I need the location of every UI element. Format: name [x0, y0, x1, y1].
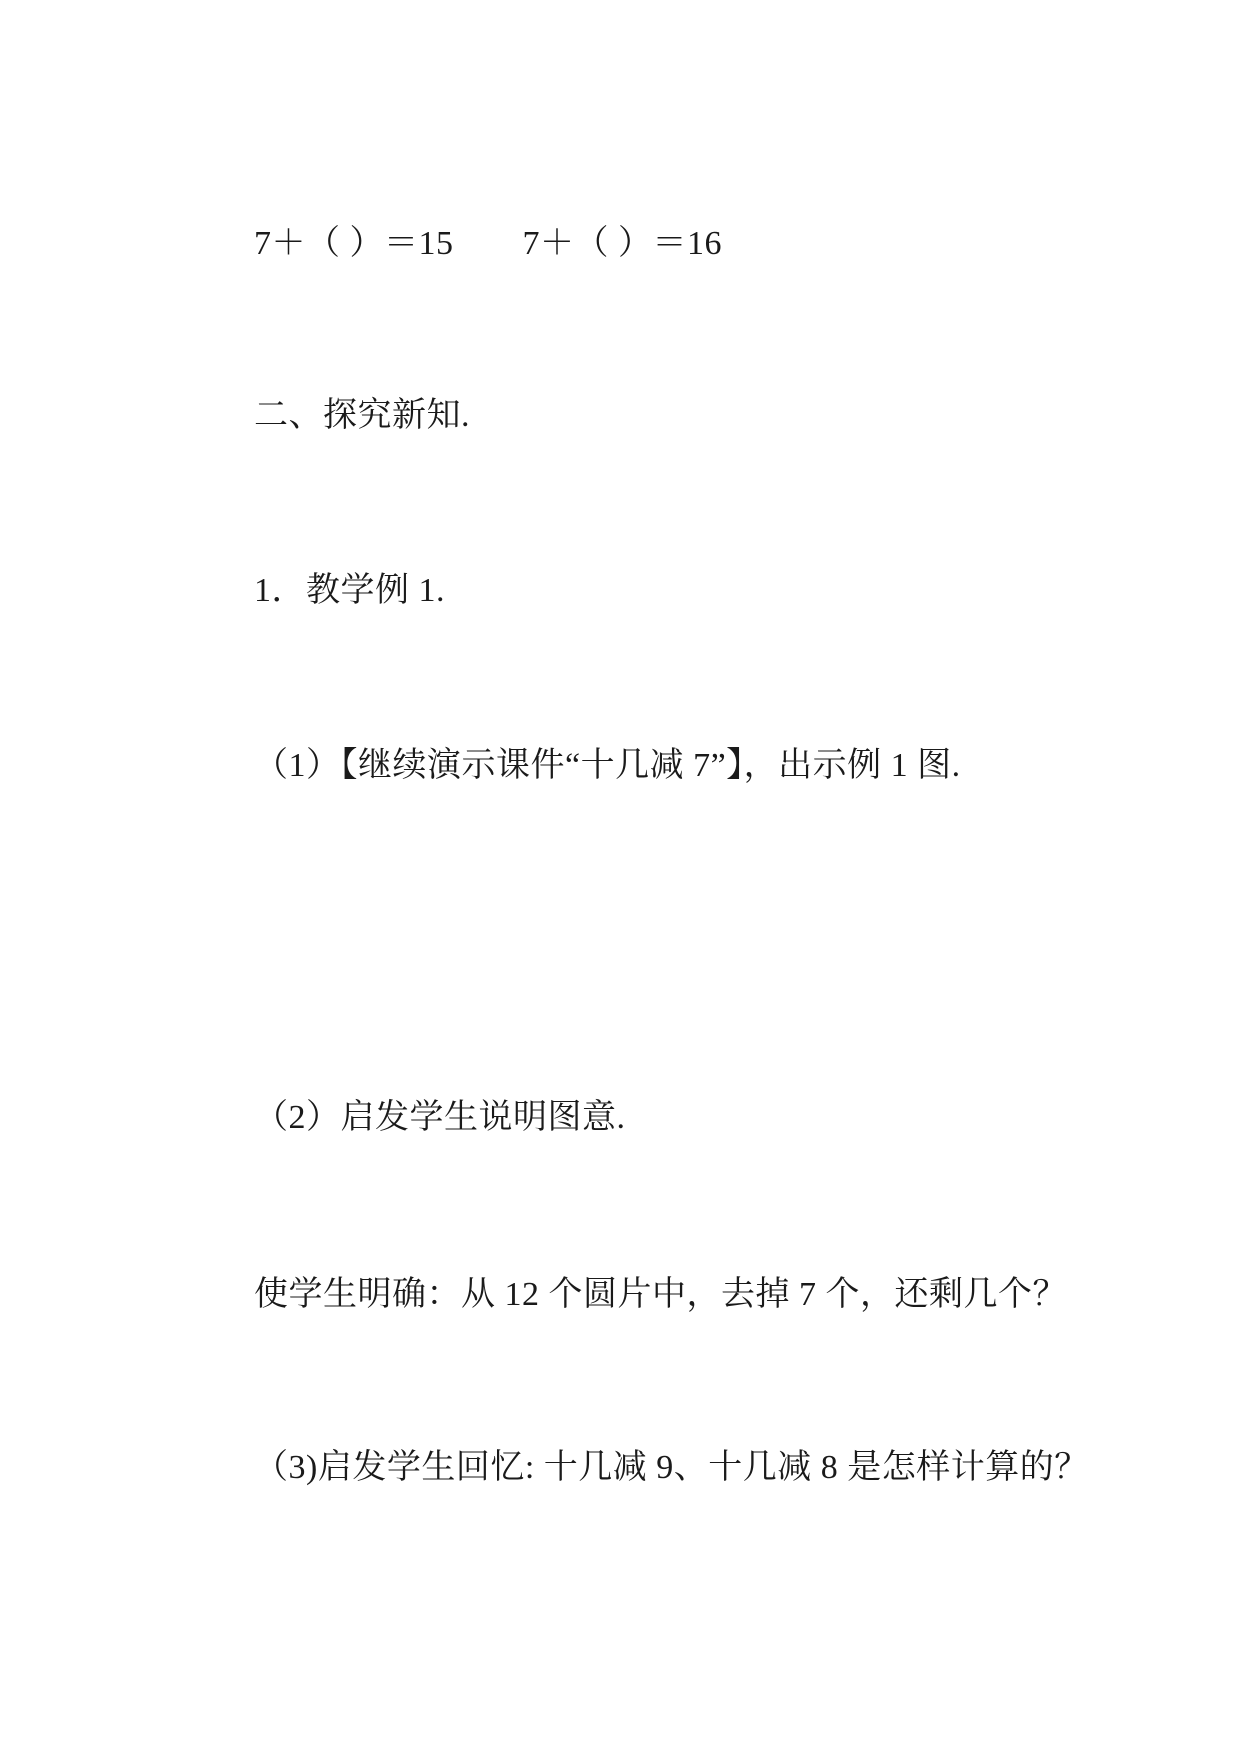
section-heading: 二、探究新知.	[254, 397, 470, 434]
step-1-text: （1）【继续演示课件“十几减 7”】，出示例 1 图.	[254, 747, 961, 784]
practice-equations-line: 7＋（ ）＝15 7＋（ ）＝16	[254, 225, 722, 262]
example-heading: 1．教学例 1.	[254, 572, 445, 609]
step-2-text: （2）启发学生说明图意.	[254, 1099, 626, 1136]
clarify-text: 使学生明确：从 12 个圆片中，去掉 7 个，还剩几个？	[254, 1276, 1067, 1313]
step-3-text: （3)启发学生回忆: 十几减 9、十几减 8 是怎样计算的？	[254, 1449, 1089, 1486]
